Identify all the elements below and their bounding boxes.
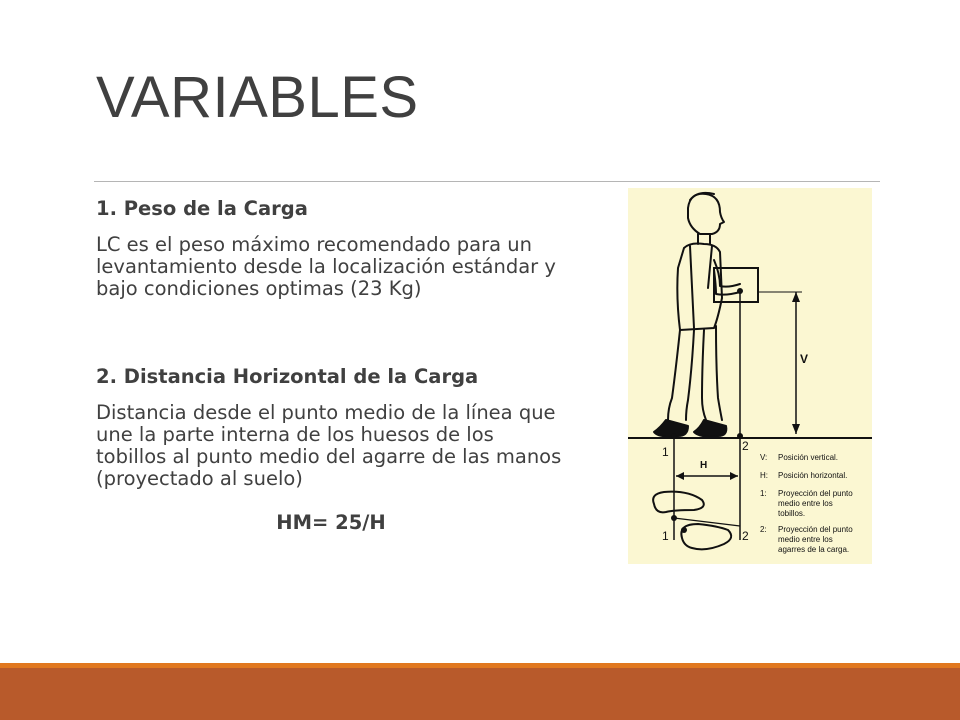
section1-heading: 1. Peso de la Carga bbox=[96, 197, 308, 220]
legend-text-2a: Proyección del punto bbox=[778, 525, 853, 534]
section2-text: Distancia desde el punto medio de la línea que une la parte interna de los huesos de los tobillos al punto medio del agarre de las manos (proyectado al suelo) bbox=[96, 401, 562, 490]
section1-text: LC es el peso máximo recomendado para un levantamiento desde la localización estándar y bajo condiciones optimas (23 Kg) bbox=[96, 233, 556, 300]
slide-title: VARIABLES bbox=[96, 65, 419, 130]
foot-outline-bottom bbox=[681, 524, 731, 549]
label-v: V bbox=[800, 352, 809, 366]
legend-text-1b: medio entre los bbox=[778, 499, 833, 508]
title-divider bbox=[94, 181, 880, 182]
legend-key-v: V: bbox=[760, 453, 768, 462]
slide-body bbox=[96, 198, 566, 534]
footer-bar bbox=[0, 668, 960, 720]
legend-text-1a: Proyección del punto bbox=[778, 489, 853, 498]
mark-2-bottom: 2 bbox=[742, 529, 749, 543]
legend-key-2: 2: bbox=[760, 525, 767, 534]
worker-figure bbox=[654, 193, 740, 437]
lifting-diagram-svg bbox=[628, 188, 872, 564]
legend-text-1c: tobillos. bbox=[778, 509, 806, 518]
legend-text-v: Posición vertical. bbox=[778, 453, 839, 462]
mark-2-top: 2 bbox=[742, 439, 749, 453]
label-h: H bbox=[700, 460, 708, 471]
lifting-diagram bbox=[628, 188, 872, 564]
legend-text-2b: medio entre los bbox=[778, 535, 833, 544]
legend-text-h: Posición horizontal. bbox=[778, 471, 848, 480]
section2-heading: 2. Distancia Horizontal de la Carga bbox=[96, 365, 479, 388]
legend-text-2c: agarres de la carga. bbox=[778, 545, 850, 554]
legend-key-h: H: bbox=[760, 471, 768, 480]
formula: HM= 25/H bbox=[276, 511, 386, 534]
figure-legend bbox=[760, 453, 853, 554]
mark-1-bottom: 1 bbox=[662, 529, 669, 543]
mark-1-top: 1 bbox=[662, 445, 669, 459]
legend-key-1: 1: bbox=[760, 489, 767, 498]
foot-outline-top bbox=[653, 492, 704, 513]
